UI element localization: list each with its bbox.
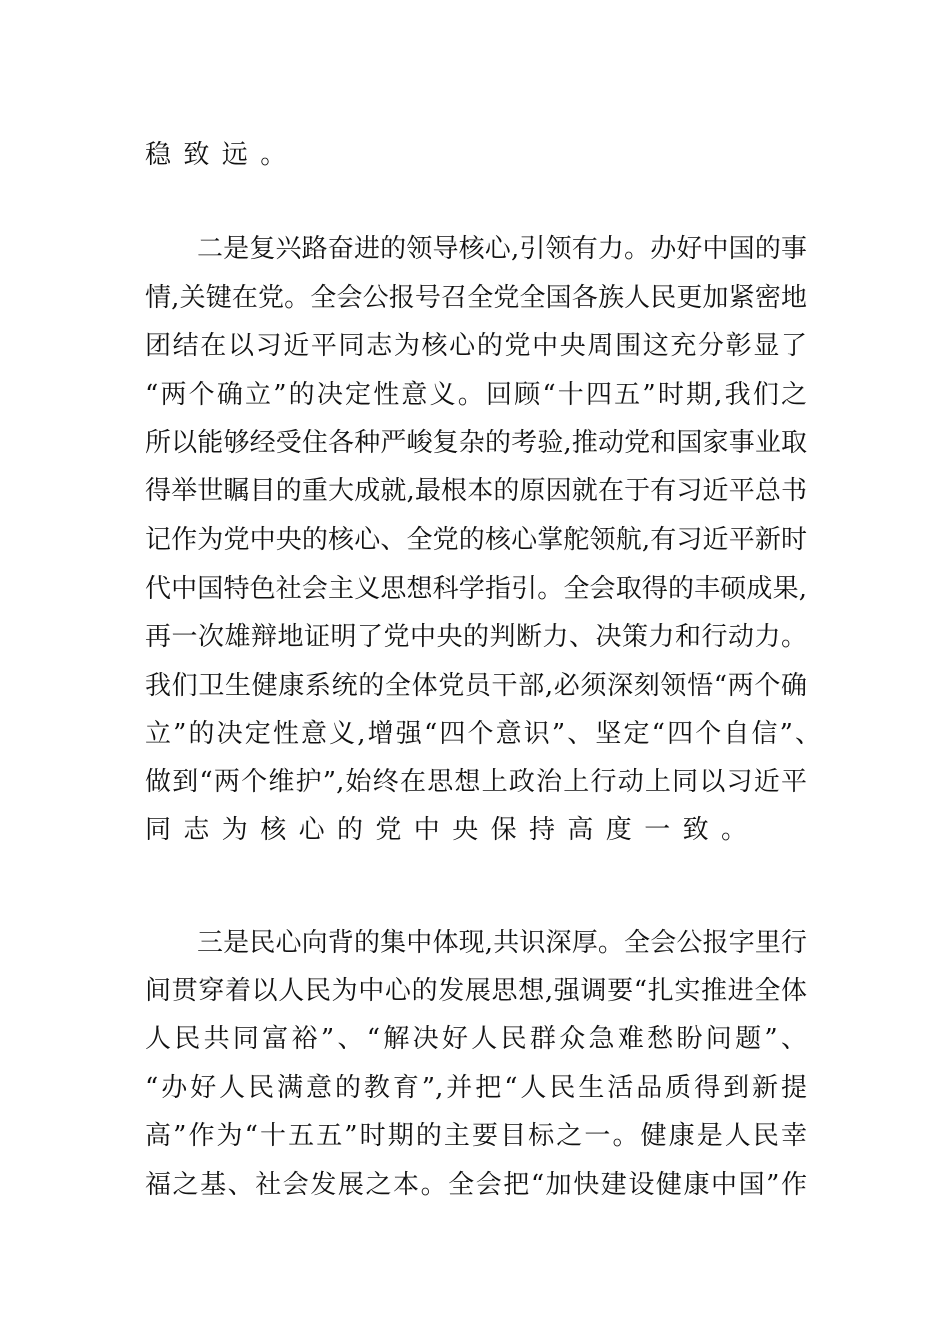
text-line: 我们卫生健康系统的全体党员干部,必须深刻领悟“两个确 — [145, 671, 807, 701]
text-line: 立”的决定性意义,增强“四个意识”、坚定“四个自信”、 — [145, 719, 821, 749]
text-line: 再一次雄辩地证明了党中央的判断力、决策力和行动力。 — [145, 622, 807, 652]
text-line: “两个确立”的决定性意义。回顾“十四五”时期,我们之 — [145, 380, 807, 410]
text-line: 得举世瞩目的重大成就,最根本的原因就在于有习近平总书 — [145, 476, 807, 506]
text-line: 代中国特色社会主义思想科学指引。全会取得的丰硕成果, — [145, 574, 807, 604]
text-line: 情,关键在党。全会公报号召全党全国各族人民更加紧密地 — [145, 283, 807, 313]
text-line: 福之基、社会发展之本。全会把“加快建设健康中国”作 — [145, 1170, 807, 1200]
text-line: 团结在以习近平同志为核心的党中央周围这充分彰显了 — [145, 331, 807, 361]
text-line: 记作为党中央的核心、全党的核心掌舵领航,有习近平新时 — [145, 525, 807, 555]
text-line: 二是复兴路奋进的领导核心,引领有力。办好中国的事 — [197, 234, 807, 264]
text-line: 人民共同富裕”、“解决好人民群众急难愁盼问题”、 — [145, 1024, 807, 1054]
text-line: 高”作为“十五五”时期的主要目标之一。健康是人民幸 — [145, 1121, 807, 1151]
text-line: 做到“两个维护”,始终在思想上政治上行动上同以习近平 — [145, 767, 807, 797]
text-line: 稳致远。 — [145, 140, 299, 170]
text-line: 所以能够经受住各种严峻复杂的考验,推动党和国家事业取 — [145, 428, 807, 458]
text-line: “办好人民满意的教育”,并把“人民生活品质得到新提 — [145, 1073, 807, 1103]
text-line: 三是民心向背的集中体现,共识深厚。全会公报字里行 — [197, 928, 807, 958]
text-line: 同志为核心的党中央保持高度一致。 — [145, 815, 760, 845]
text-line: 间贯穿着以人民为中心的发展思想,强调要“扎实推进全体 — [145, 976, 807, 1006]
